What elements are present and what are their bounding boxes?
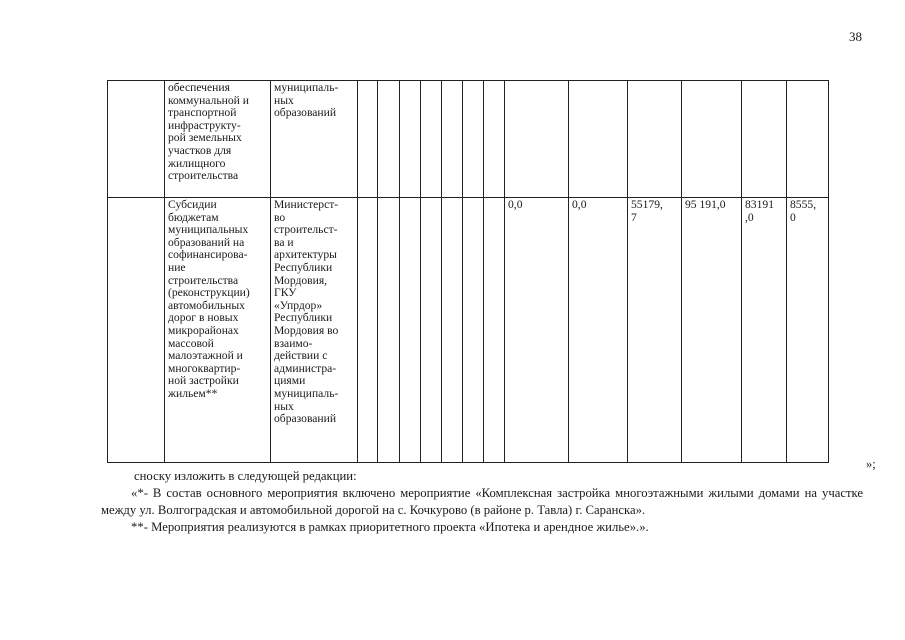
- executor-cell: Министерст- во строительст- ва и архитектуры Республики Мордовия, ГКУ «Упрдор» Республики Мордовия во взаимо- действии с администра- циями муниципаль- ных образований: [271, 198, 358, 463]
- value-cell: 83191 ,0: [742, 198, 787, 463]
- value-cell: [628, 81, 682, 198]
- value-cell: [505, 81, 569, 198]
- code-cell: [463, 81, 484, 198]
- code-cell: [421, 198, 442, 463]
- code-cell: [400, 81, 421, 198]
- code-cell: [400, 198, 421, 463]
- code-cell: [484, 81, 505, 198]
- program-table: [107, 80, 829, 463]
- code-cell: [358, 198, 378, 463]
- code-cell: [484, 198, 505, 463]
- code-cell: [421, 81, 442, 198]
- description-cell: обеспечения коммунальной и транспортной инфраструкту- рой земельных участков для жилищного строительства: [165, 81, 271, 198]
- description-cell: Субсидии бюджетам муниципальных образований на софинансирова- ние строительства (реконструкции) автомобильных дорог в новых микрорайонах массовой малоэтажной и многоквартир- ной застройки жильем**: [165, 198, 271, 463]
- value-cell: 55179, 7: [628, 198, 682, 463]
- footnote-1: «*- В состав основного мероприятия включено мероприятие «Комплексная застройка многоэтажными жилыми домами на участке между ул. Волгоградская и автомобильной дорогой на с. Кочкурово (в районе р. Тавла) г. Саранска».: [101, 486, 863, 517]
- closing-quote-mark: »;: [866, 457, 876, 471]
- code-cell: [378, 198, 400, 463]
- table-row: [108, 198, 829, 463]
- code-cell: [442, 81, 463, 198]
- value-cell: 8555, 0: [787, 198, 829, 463]
- value-cell: 0,0: [569, 198, 628, 463]
- executor-cell: муниципаль- ных образований: [271, 81, 358, 198]
- footnotes-block: [101, 468, 863, 536]
- code-cell: [463, 198, 484, 463]
- number-cell: [108, 81, 165, 198]
- footnote-2: **- Мероприятия реализуются в рамках приоритетного проекта «Ипотека и арендное жилье».».: [131, 520, 649, 534]
- page-number: 38: [849, 29, 862, 44]
- code-cell: [442, 198, 463, 463]
- value-cell: [787, 81, 829, 198]
- value-cell: [742, 81, 787, 198]
- value-cell: 0,0: [505, 198, 569, 463]
- value-cell: 95 191,0: [682, 198, 742, 463]
- number-cell: [108, 198, 165, 463]
- value-cell: [569, 81, 628, 198]
- footnote-intro: сноску изложить в следующей редакции:: [134, 469, 357, 483]
- code-cell: [378, 81, 400, 198]
- value-cell: [682, 81, 742, 198]
- code-cell: [358, 81, 378, 198]
- table-row: [108, 81, 829, 198]
